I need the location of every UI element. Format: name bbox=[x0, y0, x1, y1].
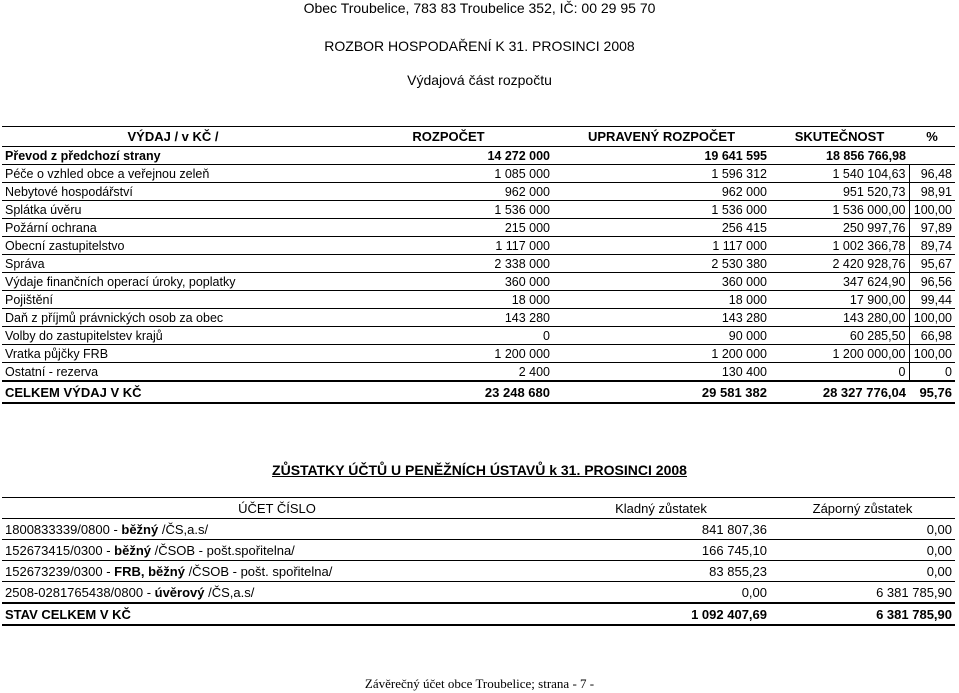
total-actual: 28 327 776,04 bbox=[770, 381, 909, 403]
expenses-total-row bbox=[2, 381, 955, 403]
row-percent: 100,00 bbox=[909, 309, 955, 327]
col-header-adjusted: UPRAVENÝ ROZPOČET bbox=[553, 127, 770, 147]
row-budget: 962 000 bbox=[344, 183, 553, 201]
col-header-negative: Záporný zůstatek bbox=[770, 498, 955, 519]
table-row bbox=[2, 309, 955, 327]
table-row bbox=[2, 183, 955, 201]
table-row bbox=[2, 363, 955, 382]
row-budget: 2 338 000 bbox=[344, 255, 553, 273]
row-name: Daň z příjmů právnických osob za obec bbox=[2, 309, 344, 327]
account-cell: 1800833339/0800 - běžný /ČS,a.s/ bbox=[2, 519, 552, 540]
row-percent: 89,74 bbox=[909, 237, 955, 255]
row-actual: 1 536 000,00 bbox=[770, 201, 909, 219]
row-percent: 100,00 bbox=[909, 201, 955, 219]
row-budget: 0 bbox=[344, 327, 553, 345]
balances-header-row bbox=[2, 498, 955, 519]
row-actual: 1 002 366,78 bbox=[770, 237, 909, 255]
row-actual: 2 420 928,76 bbox=[770, 255, 909, 273]
table-row bbox=[2, 237, 955, 255]
row-budget: 2 400 bbox=[344, 363, 553, 382]
row-actual: 1 540 104,63 bbox=[770, 165, 909, 183]
total-negative: 6 381 785,90 bbox=[770, 603, 955, 625]
row-percent: 98,91 bbox=[909, 183, 955, 201]
row-budget: 215 000 bbox=[344, 219, 553, 237]
row-adjusted: 1 200 000 bbox=[553, 345, 770, 363]
row-budget: 1 200 000 bbox=[344, 345, 553, 363]
table-row bbox=[2, 561, 955, 582]
row-actual: 143 280,00 bbox=[770, 309, 909, 327]
row-adjusted: 360 000 bbox=[553, 273, 770, 291]
table-row bbox=[2, 219, 955, 237]
row-percent bbox=[909, 147, 955, 165]
row-adjusted: 1 117 000 bbox=[553, 237, 770, 255]
row-name: Péče o vzhled obce a veřejnou zeleň bbox=[2, 165, 344, 183]
col-header-account: ÚČET ČÍSLO bbox=[2, 498, 552, 519]
expenses-table bbox=[2, 126, 955, 404]
row-adjusted: 18 000 bbox=[553, 291, 770, 309]
row-actual: 60 285,50 bbox=[770, 327, 909, 345]
row-budget: 1 536 000 bbox=[344, 201, 553, 219]
row-percent: 0 bbox=[909, 363, 955, 382]
total-positive: 1 092 407,69 bbox=[552, 603, 770, 625]
table-row bbox=[2, 582, 955, 604]
table-row bbox=[2, 345, 955, 363]
row-percent: 96,56 bbox=[909, 273, 955, 291]
table-row bbox=[2, 540, 955, 561]
total-adjusted: 29 581 382 bbox=[553, 381, 770, 403]
row-actual: 1 200 000,00 bbox=[770, 345, 909, 363]
row-percent: 96,48 bbox=[909, 165, 955, 183]
row-name: Správa bbox=[2, 255, 344, 273]
row-actual: 18 856 766,98 bbox=[770, 147, 909, 165]
balances-total-row bbox=[2, 603, 955, 625]
row-budget: 1 117 000 bbox=[344, 237, 553, 255]
row-name: Výdaje finančních operací úroky, poplatky bbox=[2, 273, 344, 291]
row-budget: 1 085 000 bbox=[344, 165, 553, 183]
row-budget: 14 272 000 bbox=[344, 147, 553, 165]
row-adjusted: 90 000 bbox=[553, 327, 770, 345]
row-percent: 99,44 bbox=[909, 291, 955, 309]
account-cell: 152673415/0300 - běžný /ČSOB - pošt.spořitelna/ bbox=[2, 540, 552, 561]
col-header-expense: VÝDAJ / v KČ / bbox=[2, 127, 344, 147]
col-header-budget: ROZPOČET bbox=[344, 127, 553, 147]
row-adjusted: 2 530 380 bbox=[553, 255, 770, 273]
balances-title: ZŮSTATKY ÚČTŮ U PENĚŽNÍCH ÚSTAVŮ k 31. PROSINCI 2008 bbox=[272, 462, 687, 478]
row-name: Nebytové hospodářství bbox=[2, 183, 344, 201]
total-name: CELKEM VÝDAJ V KČ bbox=[2, 381, 344, 403]
row-name: Převod z předchozí strany bbox=[2, 147, 344, 165]
row-budget: 18 000 bbox=[344, 291, 553, 309]
table-row bbox=[2, 255, 955, 273]
row-adjusted: 1 596 312 bbox=[553, 165, 770, 183]
row-name: Volby do zastupitelstev krajů bbox=[2, 327, 344, 345]
row-budget: 143 280 bbox=[344, 309, 553, 327]
negative-balance: 0,00 bbox=[770, 540, 955, 561]
row-name: Vratka půjčky FRB bbox=[2, 345, 344, 363]
row-actual: 347 624,90 bbox=[770, 273, 909, 291]
row-adjusted: 143 280 bbox=[553, 309, 770, 327]
section-title-expenses: Výdajová část rozpočtu bbox=[407, 72, 552, 88]
row-percent: 97,89 bbox=[909, 219, 955, 237]
row-name: Ostatní - rezerva bbox=[2, 363, 344, 382]
row-actual: 250 997,76 bbox=[770, 219, 909, 237]
row-percent: 66,98 bbox=[909, 327, 955, 345]
row-actual: 17 900,00 bbox=[770, 291, 909, 309]
row-name: Splátka úvěru bbox=[2, 201, 344, 219]
table-row bbox=[2, 327, 955, 345]
row-name: Obecní zastupitelstvo bbox=[2, 237, 344, 255]
header-line-1: Obec Troubelice, 783 83 Troubelice 352, IČ: 00 29 95 70 bbox=[303, 0, 656, 16]
table-row bbox=[2, 519, 955, 540]
row-percent: 95,67 bbox=[909, 255, 955, 273]
row-adjusted: 1 536 000 bbox=[553, 201, 770, 219]
account-cell: 152673239/0300 - FRB, běžný /ČSOB - pošt. spořitelna/ bbox=[2, 561, 552, 582]
report-title: ROZBOR HOSPODAŘENÍ K 31. PROSINCI 2008 bbox=[324, 38, 635, 54]
row-adjusted: 962 000 bbox=[553, 183, 770, 201]
table-row bbox=[2, 273, 955, 291]
col-header-positive: Kladný zůstatek bbox=[552, 498, 770, 519]
table-row bbox=[2, 201, 955, 219]
positive-balance: 841 807,36 bbox=[552, 519, 770, 540]
row-adjusted: 130 400 bbox=[553, 363, 770, 382]
account-cell: 2508-0281765438/0800 - úvěrový /ČS,a.s/ bbox=[2, 582, 552, 604]
negative-balance: 6 381 785,90 bbox=[770, 582, 955, 604]
negative-balance: 0,00 bbox=[770, 519, 955, 540]
row-budget: 360 000 bbox=[344, 273, 553, 291]
row-actual: 951 520,73 bbox=[770, 183, 909, 201]
row-actual: 0 bbox=[770, 363, 909, 382]
positive-balance: 166 745,10 bbox=[552, 540, 770, 561]
positive-balance: 0,00 bbox=[552, 582, 770, 604]
total-percent: 95,76 bbox=[909, 381, 955, 403]
row-percent: 100,00 bbox=[909, 345, 955, 363]
expenses-header-row bbox=[2, 127, 955, 147]
page-footer: Závěrečný účet obce Troubelice; strana - 7 - bbox=[364, 676, 595, 691]
col-header-actual: SKUTEČNOST bbox=[770, 127, 909, 147]
row-adjusted: 256 415 bbox=[553, 219, 770, 237]
positive-balance: 83 855,23 bbox=[552, 561, 770, 582]
row-name: Pojištění bbox=[2, 291, 344, 309]
balances-table bbox=[2, 497, 955, 626]
table-row bbox=[2, 291, 955, 309]
total-name: STAV CELKEM V KČ bbox=[2, 603, 552, 625]
total-budget: 23 248 680 bbox=[344, 381, 553, 403]
negative-balance: 0,00 bbox=[770, 561, 955, 582]
col-header-percent: % bbox=[909, 127, 955, 147]
table-row bbox=[2, 165, 955, 183]
row-adjusted: 19 641 595 bbox=[553, 147, 770, 165]
table-row bbox=[2, 147, 955, 165]
row-name: Požární ochrana bbox=[2, 219, 344, 237]
